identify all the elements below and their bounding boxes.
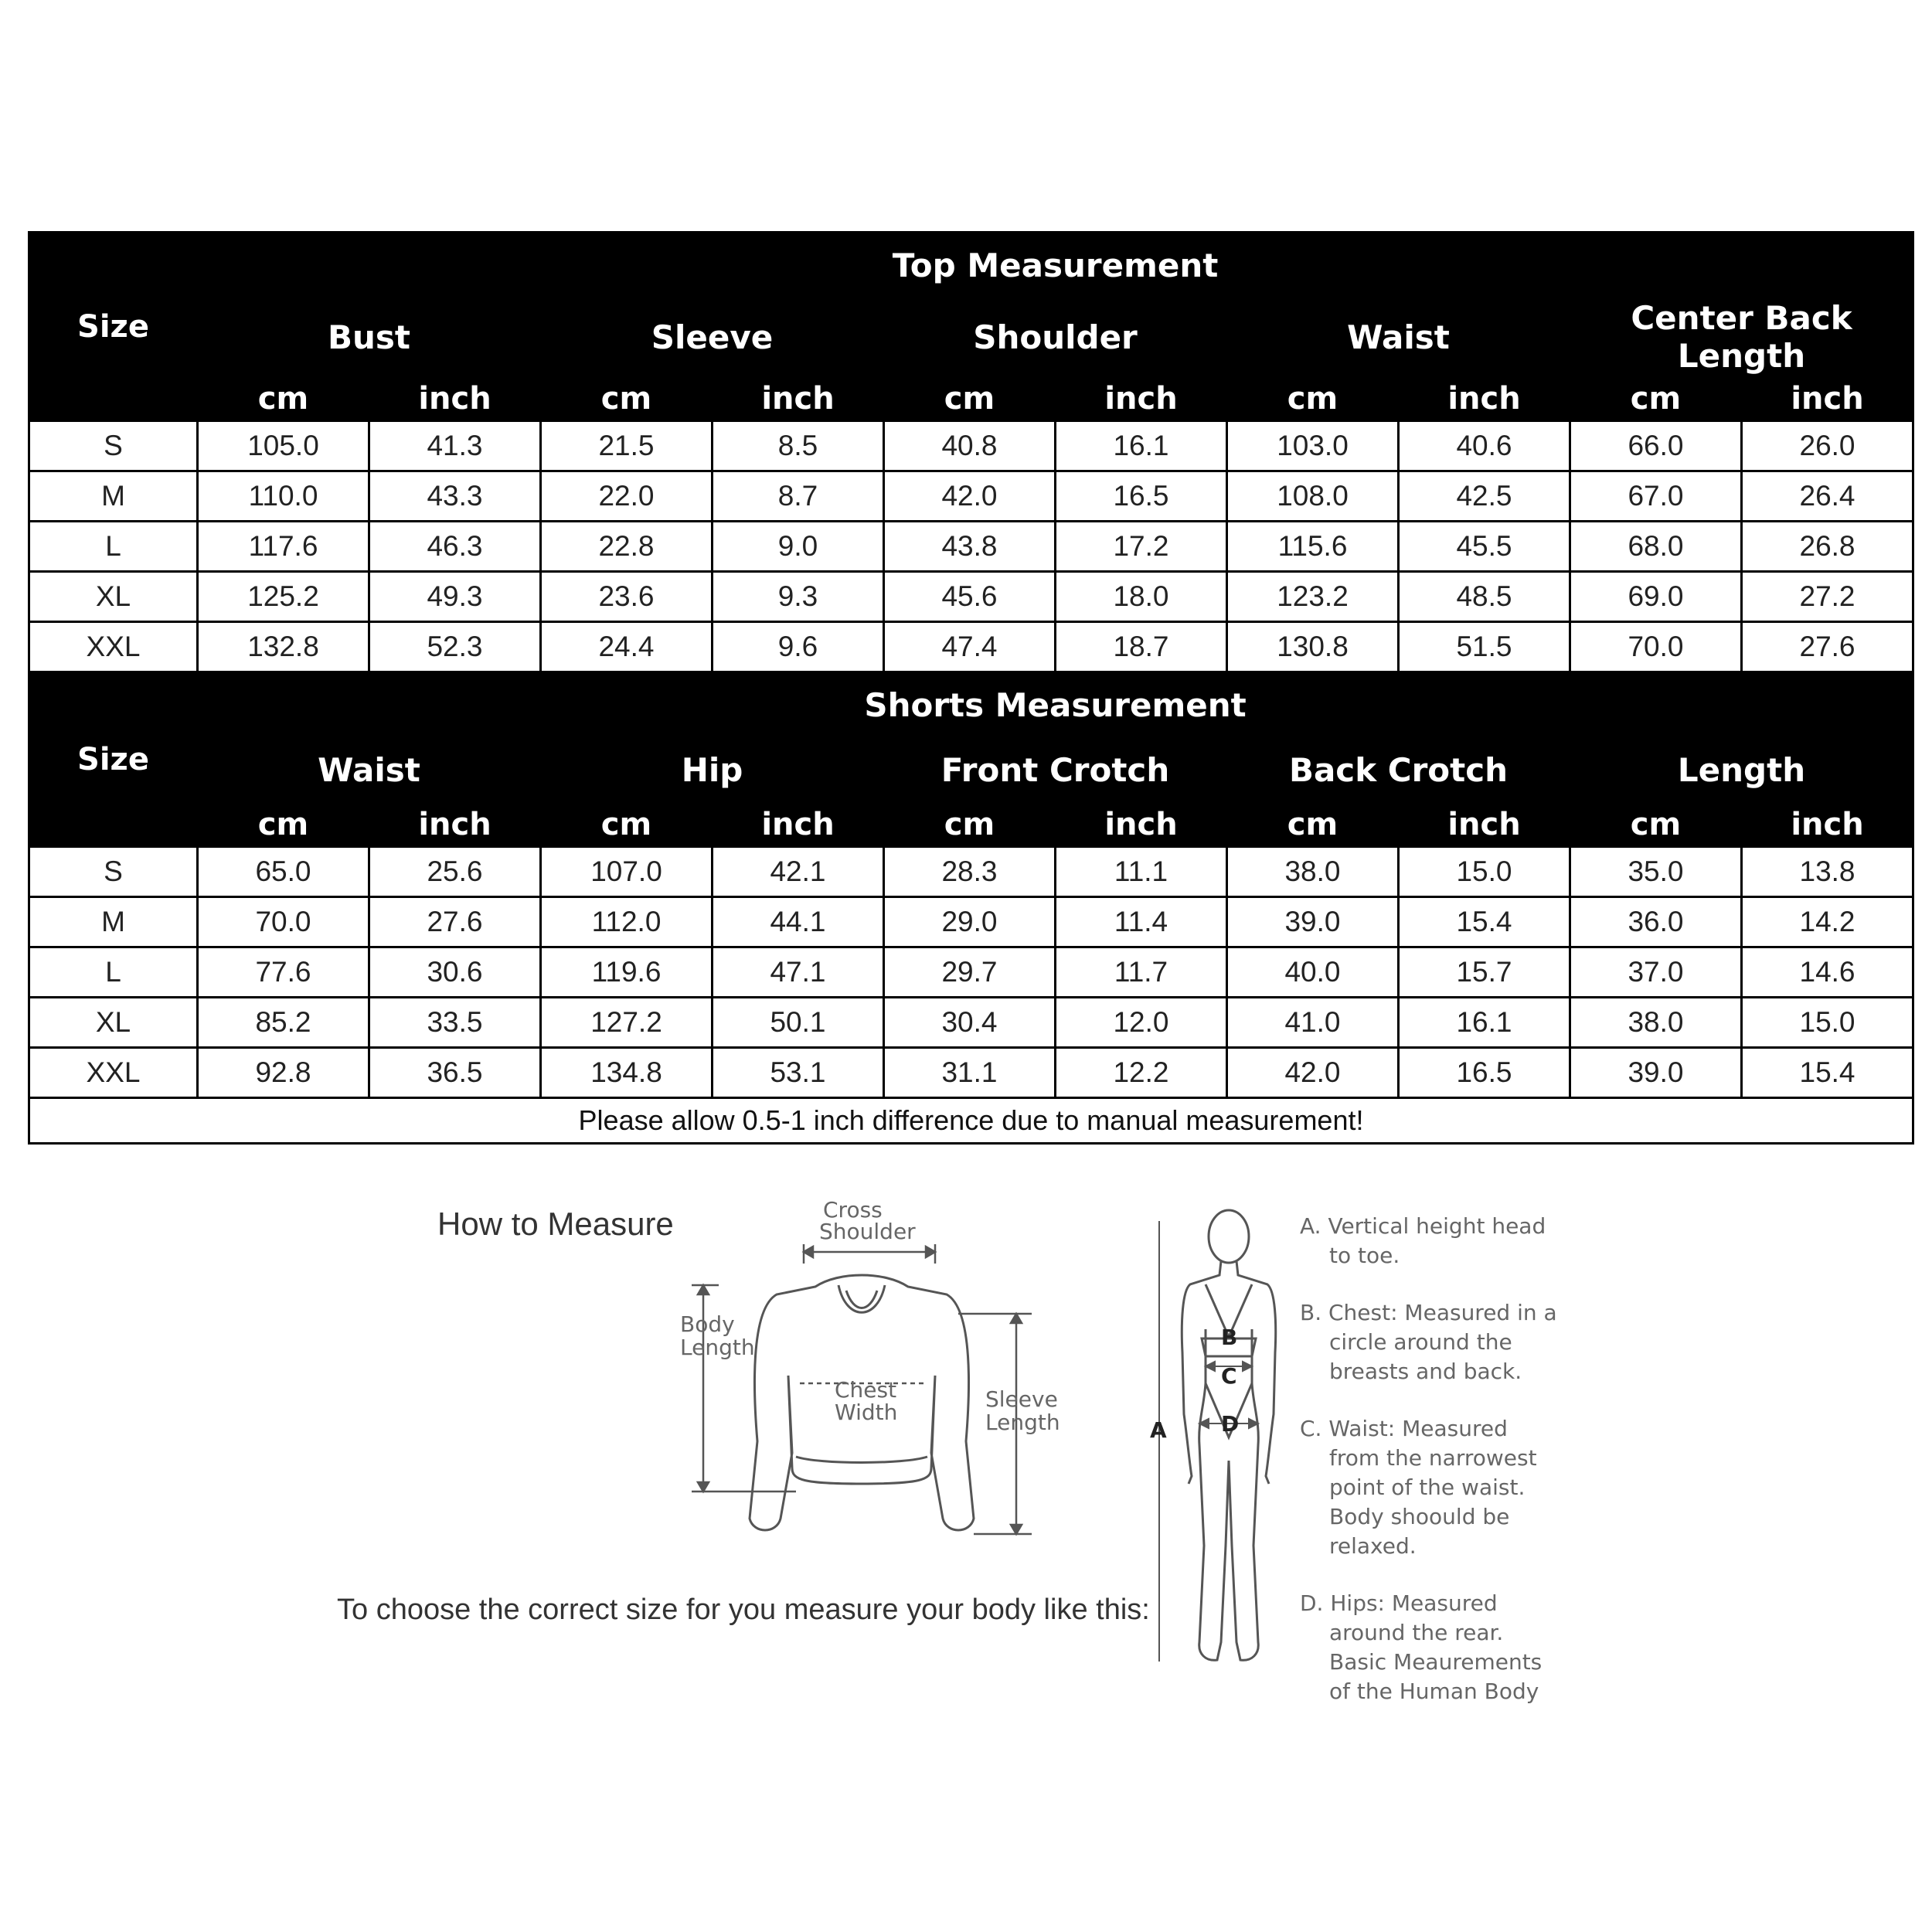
legend-text: relaxed. — [1329, 1533, 1417, 1559]
value-cell: 29.0 — [884, 897, 1056, 947]
unit-header: cm — [1227, 376, 1399, 421]
value-cell: 15.0 — [1742, 998, 1913, 1048]
value-cell: 40.8 — [884, 421, 1056, 471]
value-cell: 15.0 — [1399, 847, 1570, 897]
chest-width-label-2: Width — [835, 1400, 898, 1425]
unit-header: cm — [198, 376, 369, 421]
top-group-header: Sleeve — [541, 298, 884, 376]
shorts-group-header: Waist — [198, 738, 541, 802]
value-cell: 127.2 — [541, 998, 713, 1048]
unit-header: cm — [541, 376, 713, 421]
value-cell: 130.8 — [1227, 622, 1399, 672]
value-cell: 26.4 — [1742, 471, 1913, 522]
legend-text: circle around the — [1329, 1329, 1512, 1355]
shorts-title-row — [29, 672, 1913, 738]
value-cell: 26.8 — [1742, 522, 1913, 572]
unit-header: cm — [884, 376, 1056, 421]
value-cell: 12.2 — [1056, 1048, 1227, 1098]
value-cell: 41.0 — [1227, 998, 1399, 1048]
value-cell: 30.4 — [884, 998, 1056, 1048]
value-cell: 103.0 — [1227, 421, 1399, 471]
cross-shoulder-label-2: Shoulder — [819, 1219, 916, 1244]
size-cell: XL — [29, 572, 198, 622]
value-cell: 8.5 — [713, 421, 884, 471]
sleeve-length-label-2: Length — [985, 1410, 1060, 1435]
value-cell: 22.8 — [541, 522, 713, 572]
size-cell: S — [29, 421, 198, 471]
value-cell: 9.6 — [713, 622, 884, 672]
value-cell: 35.0 — [1570, 847, 1742, 897]
size-chart-table — [28, 231, 1914, 1145]
body-measure-diagram — [1144, 1198, 1283, 1685]
table-row — [29, 471, 1913, 522]
value-cell: 24.4 — [541, 622, 713, 672]
value-cell: 65.0 — [198, 847, 369, 897]
value-cell: 29.7 — [884, 947, 1056, 998]
top-group-header: Waist — [1227, 298, 1570, 376]
unit-header: cm — [198, 802, 369, 847]
body-length-label-1: Body — [680, 1311, 735, 1337]
value-cell: 108.0 — [1227, 471, 1399, 522]
unit-header: inch — [1056, 376, 1227, 421]
legend-text: D. Hips: Measured — [1300, 1590, 1498, 1616]
legend-item-c — [1300, 1414, 1557, 1561]
legend-item-a — [1300, 1212, 1557, 1270]
value-cell: 105.0 — [198, 421, 369, 471]
how-to-measure-title: How to Measure — [437, 1206, 674, 1242]
top-group-row — [29, 298, 1913, 376]
value-cell: 11.4 — [1056, 897, 1227, 947]
value-cell: 46.3 — [369, 522, 541, 572]
measure-instruction: To choose the correct size for you measure your body like this: — [337, 1594, 1150, 1626]
value-cell: 112.0 — [541, 897, 713, 947]
legend-text: Body shoould be — [1329, 1504, 1510, 1529]
value-cell: 42.0 — [884, 471, 1056, 522]
legend-text: A. Vertical height head — [1300, 1213, 1546, 1239]
value-cell: 40.0 — [1227, 947, 1399, 998]
value-cell: 16.1 — [1056, 421, 1227, 471]
value-cell: 38.0 — [1227, 847, 1399, 897]
shorts-group-header: Back Crotch — [1227, 738, 1570, 802]
legend-text: to toe. — [1329, 1243, 1400, 1268]
legend-text: point of the waist. — [1329, 1475, 1526, 1500]
unit-header: inch — [1056, 802, 1227, 847]
value-cell: 44.1 — [713, 897, 884, 947]
value-cell: 134.8 — [541, 1048, 713, 1098]
value-cell: 77.6 — [198, 947, 369, 998]
value-cell: 9.3 — [713, 572, 884, 622]
value-cell: 70.0 — [1570, 622, 1742, 672]
legend-text: around the rear. — [1329, 1620, 1504, 1645]
value-cell: 18.0 — [1056, 572, 1227, 622]
value-cell: 43.8 — [884, 522, 1056, 572]
value-cell: 115.6 — [1227, 522, 1399, 572]
legend-text: B. Chest: Measured in a — [1300, 1300, 1557, 1325]
table-row — [29, 421, 1913, 471]
legend-text: Basic Meaurements — [1329, 1649, 1543, 1675]
value-cell: 42.5 — [1399, 471, 1570, 522]
value-cell: 125.2 — [198, 572, 369, 622]
size-cell: M — [29, 471, 198, 522]
value-cell: 66.0 — [1570, 421, 1742, 471]
value-cell: 31.1 — [884, 1048, 1056, 1098]
value-cell: 23.6 — [541, 572, 713, 622]
sleeve-length-label-1: Sleeve — [985, 1386, 1058, 1412]
value-cell: 67.0 — [1570, 471, 1742, 522]
value-cell: 27.2 — [1742, 572, 1913, 622]
size-cell: L — [29, 947, 198, 998]
value-cell: 26.0 — [1742, 421, 1913, 471]
body-label-a: A — [1150, 1417, 1167, 1443]
value-cell: 27.6 — [369, 897, 541, 947]
value-cell: 15.4 — [1742, 1048, 1913, 1098]
legend-text: breasts and back. — [1329, 1359, 1522, 1384]
value-cell: 38.0 — [1570, 998, 1742, 1048]
unit-header: inch — [1742, 376, 1913, 421]
value-cell: 52.3 — [369, 622, 541, 672]
unit-header: cm — [884, 802, 1056, 847]
value-cell: 132.8 — [198, 622, 369, 672]
value-cell: 70.0 — [198, 897, 369, 947]
value-cell: 18.7 — [1056, 622, 1227, 672]
value-cell: 45.6 — [884, 572, 1056, 622]
value-cell: 11.7 — [1056, 947, 1227, 998]
value-cell: 39.0 — [1227, 897, 1399, 947]
table-row — [29, 847, 1913, 897]
legend-text: of the Human Body — [1329, 1679, 1539, 1704]
value-cell: 16.1 — [1399, 998, 1570, 1048]
table-row — [29, 572, 1913, 622]
chest-width-label-1: Chest — [835, 1377, 897, 1403]
garment-measure-diagram — [665, 1194, 1074, 1549]
body-label-b: B — [1221, 1325, 1238, 1350]
value-cell: 22.0 — [541, 471, 713, 522]
top-group-header: Shoulder — [884, 298, 1227, 376]
top-unit-row — [29, 376, 1913, 421]
size-cell: XL — [29, 998, 198, 1048]
value-cell: 42.1 — [713, 847, 884, 897]
top-table-body — [29, 421, 1913, 672]
table-row — [29, 947, 1913, 998]
size-cell: XXL — [29, 1048, 198, 1098]
top-group-header: Bust — [198, 298, 541, 376]
shorts-unit-row — [29, 802, 1913, 847]
unit-header: inch — [1399, 376, 1570, 421]
table-row — [29, 522, 1913, 572]
table-row — [29, 622, 1913, 672]
value-cell: 36.5 — [369, 1048, 541, 1098]
legend-text: from the narrowest — [1329, 1445, 1537, 1471]
value-cell: 15.4 — [1399, 897, 1570, 947]
value-cell: 16.5 — [1056, 471, 1227, 522]
value-cell: 28.3 — [884, 847, 1056, 897]
value-cell: 30.6 — [369, 947, 541, 998]
unit-header: cm — [1570, 376, 1742, 421]
value-cell: 12.0 — [1056, 998, 1227, 1048]
value-cell: 17.2 — [1056, 522, 1227, 572]
legend-text: C. Waist: Measured — [1300, 1416, 1508, 1441]
top-group-header: Center Back Length — [1570, 298, 1913, 376]
unit-header: cm — [541, 802, 713, 847]
value-cell: 110.0 — [198, 471, 369, 522]
unit-header: cm — [1570, 802, 1742, 847]
value-cell: 47.1 — [713, 947, 884, 998]
value-cell: 51.5 — [1399, 622, 1570, 672]
value-cell: 43.3 — [369, 471, 541, 522]
value-cell: 11.1 — [1056, 847, 1227, 897]
unit-header: inch — [369, 802, 541, 847]
shorts-measurement-title: Shorts Measurement — [198, 672, 1913, 738]
value-cell: 92.8 — [198, 1048, 369, 1098]
shorts-group-header: Hip — [541, 738, 884, 802]
size-cell: M — [29, 897, 198, 947]
note-row — [29, 1098, 1913, 1144]
unit-header: inch — [713, 376, 884, 421]
measurement-legend — [1300, 1212, 1557, 1734]
legend-item-b — [1300, 1298, 1557, 1386]
value-cell: 45.5 — [1399, 522, 1570, 572]
value-cell: 117.6 — [198, 522, 369, 572]
size-cell: S — [29, 847, 198, 897]
table-row — [29, 897, 1913, 947]
value-cell: 13.8 — [1742, 847, 1913, 897]
body-label-c: C — [1221, 1363, 1237, 1389]
value-cell: 9.0 — [713, 522, 884, 572]
value-cell: 33.5 — [369, 998, 541, 1048]
value-cell: 14.2 — [1742, 897, 1913, 947]
value-cell: 40.6 — [1399, 421, 1570, 471]
shorts-group-row — [29, 738, 1913, 802]
top-size-header: Size — [29, 233, 198, 421]
value-cell: 37.0 — [1570, 947, 1742, 998]
table-row — [29, 998, 1913, 1048]
value-cell: 123.2 — [1227, 572, 1399, 622]
value-cell: 68.0 — [1570, 522, 1742, 572]
unit-header: cm — [1227, 802, 1399, 847]
top-title-row — [29, 233, 1913, 298]
value-cell: 119.6 — [541, 947, 713, 998]
size-cell: XXL — [29, 622, 198, 672]
value-cell: 49.3 — [369, 572, 541, 622]
value-cell: 41.3 — [369, 421, 541, 471]
unit-header: inch — [713, 802, 884, 847]
value-cell: 48.5 — [1399, 572, 1570, 622]
table-row — [29, 1048, 1913, 1098]
unit-header: inch — [1399, 802, 1570, 847]
unit-header: inch — [369, 376, 541, 421]
value-cell: 42.0 — [1227, 1048, 1399, 1098]
value-cell: 69.0 — [1570, 572, 1742, 622]
value-cell: 16.5 — [1399, 1048, 1570, 1098]
value-cell: 27.6 — [1742, 622, 1913, 672]
shorts-group-header: Length — [1570, 738, 1913, 802]
top-measurement-title: Top Measurement — [198, 233, 1913, 298]
value-cell: 36.0 — [1570, 897, 1742, 947]
value-cell: 50.1 — [713, 998, 884, 1048]
value-cell: 47.4 — [884, 622, 1056, 672]
body-label-d: D — [1221, 1411, 1240, 1437]
shorts-table-body — [29, 847, 1913, 1098]
unit-header: inch — [1742, 802, 1913, 847]
value-cell: 15.7 — [1399, 947, 1570, 998]
size-cell: L — [29, 522, 198, 572]
cross-shoulder-label-1: Cross — [823, 1197, 883, 1223]
value-cell: 14.6 — [1742, 947, 1913, 998]
value-cell: 39.0 — [1570, 1048, 1742, 1098]
shorts-size-header: Size — [29, 672, 198, 847]
value-cell: 21.5 — [541, 421, 713, 471]
body-length-label-2: Length — [680, 1335, 755, 1360]
shorts-group-header: Front Crotch — [884, 738, 1227, 802]
value-cell: 85.2 — [198, 998, 369, 1048]
value-cell: 25.6 — [369, 847, 541, 897]
value-cell: 53.1 — [713, 1048, 884, 1098]
measurement-note: Please allow 0.5-1 inch difference due to manual measurement! — [29, 1098, 1913, 1144]
value-cell: 107.0 — [541, 847, 713, 897]
legend-item-d — [1300, 1589, 1557, 1706]
value-cell: 8.7 — [713, 471, 884, 522]
